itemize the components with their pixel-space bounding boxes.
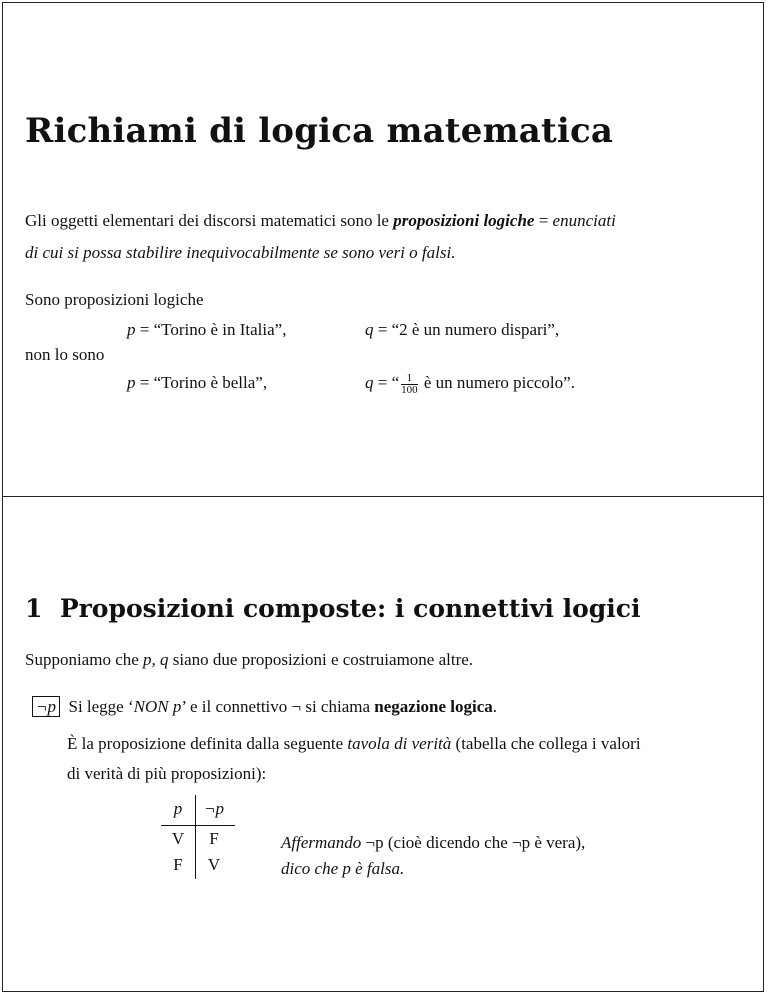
var-p: p xyxy=(127,320,136,339)
negation-non-p: NON p xyxy=(133,697,182,716)
example-p1-text: = “Torino è in Italia”, xyxy=(135,320,287,339)
negation-text-2: ’ e il connettivo ¬ si chiama xyxy=(181,697,375,716)
section-heading xyxy=(25,594,640,623)
intro-text: Gli oggetti elementari dei discorsi matematici sono le xyxy=(25,211,394,230)
affermando-italic: Affermando xyxy=(281,833,362,852)
negation-box: ¬p xyxy=(32,696,60,717)
table-cell: V xyxy=(207,855,221,874)
sono-label: Sono proposizioni logiche xyxy=(25,290,204,309)
example-q2 xyxy=(365,368,575,398)
suppose-line xyxy=(25,645,473,675)
definition-text-2: (tabella che collega i valori xyxy=(451,734,641,753)
var-q: q xyxy=(365,373,374,392)
fraction-denominator: 100 xyxy=(401,383,418,396)
suppose-text-2: siano due proposizioni e costruiamone altre. xyxy=(168,650,474,669)
negation-text-3: . xyxy=(492,697,498,716)
truth-table xyxy=(159,791,239,885)
example-q2-open: = “ xyxy=(373,373,400,392)
definition-line-1 xyxy=(67,729,641,759)
fraction-numerator: 1 xyxy=(401,373,418,385)
negation-text-1: Si legge ‘ xyxy=(68,697,134,716)
fraction xyxy=(401,373,418,396)
table-cell: F xyxy=(173,855,183,874)
section-title: Proposizioni composte: i connettivi logici xyxy=(59,594,641,623)
affermando-text: ¬p (cioè dicendo che ¬p è vera), xyxy=(361,833,586,852)
var-p: p xyxy=(127,373,136,392)
definition-text-1: È la proposizione definita dalla seguente xyxy=(67,734,348,753)
page-title: Richiami di logica matematica xyxy=(25,111,614,151)
suppose-vars: p, q xyxy=(143,650,169,669)
definition-line-2: di verità di più proposizioni): xyxy=(67,764,267,783)
affermando-line-2: dico che p è falsa. xyxy=(281,859,405,878)
negation-bold: negazione logica xyxy=(374,697,493,716)
slide-2 xyxy=(2,496,764,992)
example-p1 xyxy=(127,315,286,345)
example-p2 xyxy=(127,368,267,398)
suppose-text-1: Supponiamo che xyxy=(25,650,144,669)
section-number: 1 xyxy=(25,594,43,623)
var-q: q xyxy=(365,320,374,339)
table-header-not-p: ¬p xyxy=(204,799,224,818)
example-p2-text: = “Torino è bella”, xyxy=(135,373,268,392)
intro-bold: proposizioni logiche xyxy=(393,211,535,230)
intro-line-1 xyxy=(25,206,616,236)
intro-eq: = xyxy=(534,211,553,230)
negation-line xyxy=(32,692,497,722)
example-q2-text: è un numero piccolo”. xyxy=(419,373,575,392)
slide-1 xyxy=(2,2,764,497)
intro-italic: enunciati xyxy=(552,211,616,230)
table-cell: V xyxy=(171,829,185,848)
non-label: non lo sono xyxy=(25,345,105,364)
table-cell: F xyxy=(209,829,219,848)
table-vertical-rule xyxy=(195,795,196,879)
example-q1-text: = “2 è un numero dispari”, xyxy=(373,320,560,339)
example-q1 xyxy=(365,315,559,345)
definition-italic: tavola di verità xyxy=(347,734,452,753)
table-header-p: p xyxy=(173,799,183,818)
table-horizontal-rule xyxy=(161,825,235,826)
intro-line-2: di cui si possa stabilire inequivocabilmente se sono veri o falsi. xyxy=(25,243,456,262)
